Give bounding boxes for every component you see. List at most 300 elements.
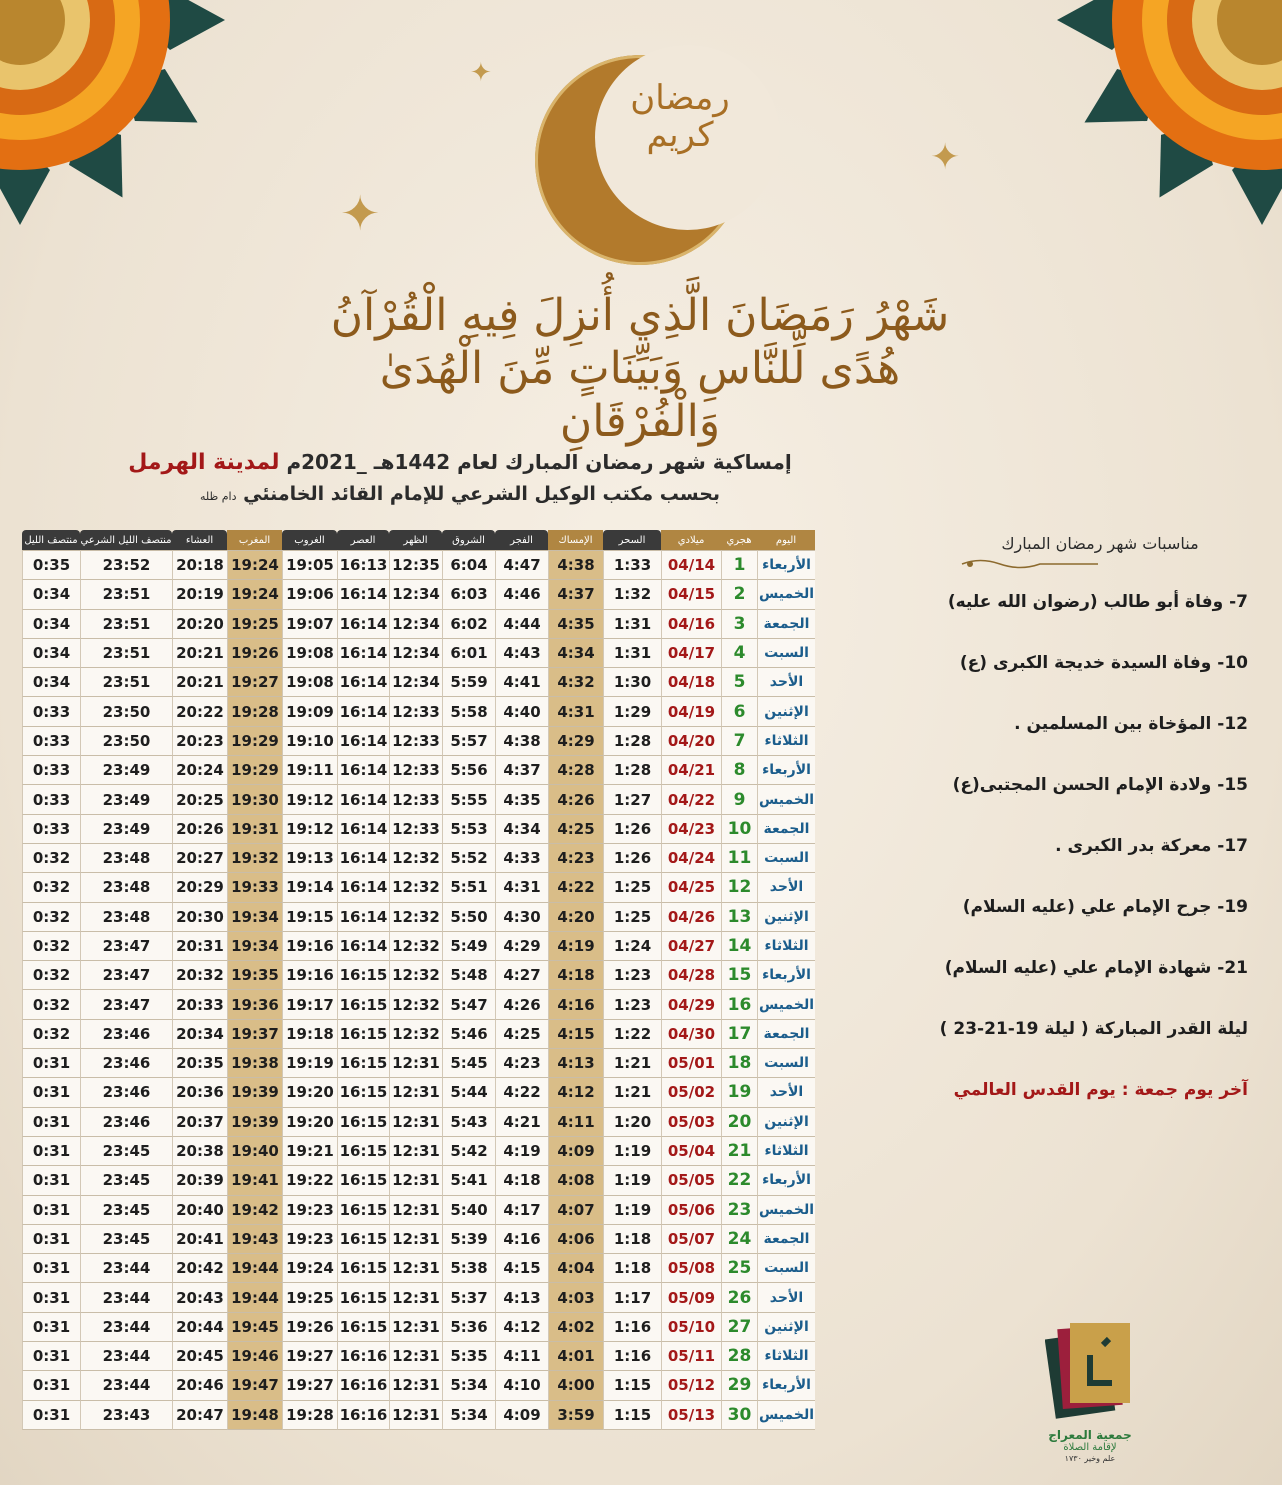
table-cell: الثلاثاء [757, 1342, 815, 1371]
table-cell: 19:26 [227, 639, 282, 668]
subtitle-suffix: دام ظله [199, 490, 237, 503]
event-item: ليلة القدر المباركة ( ليلة 19-21-23 ) [939, 1019, 1248, 1039]
table-header-cell: الشروق [442, 530, 495, 550]
table-cell: 0:32 [22, 844, 80, 873]
event-item: 21- شهادة الإمام علي (عليه السلام) [944, 958, 1248, 978]
table-cell: 16:14 [337, 844, 389, 873]
table-cell: 8 [721, 756, 757, 785]
table-cell: 20:25 [172, 785, 227, 814]
table-cell: 20:24 [172, 756, 227, 785]
table-cell: 16:16 [337, 1371, 389, 1400]
table-cell: 6:04 [442, 550, 495, 580]
table-cell: 5:40 [442, 1196, 495, 1225]
table-cell: 12:31 [389, 1166, 442, 1195]
table-cell: 19:26 [282, 1313, 337, 1342]
table-cell: 5:39 [442, 1225, 495, 1254]
table-row [22, 639, 815, 668]
table-cell: 1:25 [603, 873, 661, 902]
table-cell: 19:35 [227, 961, 282, 990]
table-cell: 23:49 [80, 815, 172, 844]
star-icon: ✦ [470, 58, 492, 88]
table-cell: 19:09 [282, 697, 337, 726]
table-cell: 19:16 [282, 932, 337, 961]
table-cell: 1:28 [603, 756, 661, 785]
table-cell: 16:14 [337, 815, 389, 844]
table-cell: 1:33 [603, 550, 661, 580]
table-cell: 23:44 [80, 1313, 172, 1342]
table-cell: 16:16 [337, 1342, 389, 1371]
table-cell: 12:31 [389, 1313, 442, 1342]
table-cell: 0:34 [22, 610, 80, 639]
table-cell: الأربعاء [757, 1166, 815, 1195]
table-cell: 5:35 [442, 1342, 495, 1371]
table-cell: 04/28 [661, 961, 721, 990]
table-cell: 1:31 [603, 639, 661, 668]
table-cell: 22 [721, 1166, 757, 1195]
table-cell: 23:49 [80, 785, 172, 814]
table-cell: 4:29 [548, 727, 603, 756]
table-cell: 19:24 [227, 580, 282, 609]
page-title [120, 450, 800, 475]
table-cell: 4:46 [495, 580, 548, 609]
table-cell: 19:34 [227, 932, 282, 961]
table-cell: 0:33 [22, 756, 80, 785]
table-cell: 20:33 [172, 990, 227, 1019]
table-cell: 1:26 [603, 844, 661, 873]
table-cell: 20:30 [172, 903, 227, 932]
table-header-cell: الإمساك [548, 530, 603, 550]
table-cell: 16:14 [337, 697, 389, 726]
table-cell: الأربعاء [757, 756, 815, 785]
table-cell: 19:37 [227, 1020, 282, 1049]
table-row [22, 815, 815, 844]
table-cell: 19:46 [227, 1342, 282, 1371]
table-cell: 05/09 [661, 1283, 721, 1312]
table-cell: 23 [721, 1196, 757, 1225]
table-cell: 19 [721, 1078, 757, 1107]
table-cell: السبت [757, 639, 815, 668]
star-icon: ✦ [340, 186, 381, 242]
table-cell: 30 [721, 1401, 757, 1430]
table-cell: 23:48 [80, 873, 172, 902]
table-cell: 16:14 [337, 727, 389, 756]
table-cell: 1 [721, 550, 757, 580]
table-cell: 12:32 [389, 844, 442, 873]
table-cell: 4:31 [495, 873, 548, 902]
table-cell: 5:49 [442, 932, 495, 961]
table-row [22, 550, 815, 580]
table-cell: 12:33 [389, 697, 442, 726]
table-header-cell: منتصف الليل [22, 530, 80, 550]
table-cell: 5:47 [442, 990, 495, 1019]
table-cell: 12 [721, 873, 757, 902]
table-cell: 20:22 [172, 697, 227, 726]
table-cell: 1:26 [603, 815, 661, 844]
table-row [22, 1342, 815, 1371]
table-cell: 4:19 [548, 932, 603, 961]
table-cell: 20:41 [172, 1225, 227, 1254]
table-cell: 23:46 [80, 1049, 172, 1078]
table-cell: 20:47 [172, 1401, 227, 1430]
table-cell: 16:15 [337, 1225, 389, 1254]
table-cell: 4:13 [548, 1049, 603, 1078]
table-cell: 19:38 [227, 1049, 282, 1078]
subtitle-text: بحسب مكتب الوكيل الشرعي للإمام القائد الخامنئي [243, 483, 721, 505]
table-cell: 4:02 [548, 1313, 603, 1342]
table-row [22, 1283, 815, 1312]
table-cell: 23:48 [80, 844, 172, 873]
table-cell: 23:46 [80, 1078, 172, 1107]
table-cell: 1:16 [603, 1313, 661, 1342]
table-cell: 12:32 [389, 873, 442, 902]
logo-text [1040, 1428, 1140, 1464]
table-cell: الخميس [757, 1401, 815, 1430]
table-cell: 23:44 [80, 1283, 172, 1312]
table-cell: 0:35 [22, 550, 80, 580]
table-cell: 25 [721, 1254, 757, 1283]
table-cell: 16:15 [337, 1166, 389, 1195]
table-cell: 19:28 [282, 1401, 337, 1430]
table-cell: 12:35 [389, 550, 442, 580]
table-cell: 4:40 [495, 697, 548, 726]
table-cell: 16:16 [337, 1401, 389, 1430]
table-cell: 13 [721, 903, 757, 932]
table-cell: الإثنين [757, 1313, 815, 1342]
table-header-cell: اليوم [757, 530, 815, 550]
event-item: 7- وفاة أبو طالب (رضوان الله عليه) [947, 592, 1248, 612]
table-cell: 0:34 [22, 668, 80, 697]
table-cell: 05/12 [661, 1371, 721, 1400]
table-row [22, 1166, 815, 1195]
table-cell: 28 [721, 1342, 757, 1371]
table-cell: 12:34 [389, 580, 442, 609]
table-header-row [22, 530, 815, 550]
table-cell: 12:31 [389, 1108, 442, 1137]
table-cell: 16:15 [337, 1049, 389, 1078]
table-cell: 4:20 [548, 903, 603, 932]
table-cell: 16:15 [337, 1313, 389, 1342]
table-cell: 4:11 [548, 1108, 603, 1137]
table-cell: 23:51 [80, 668, 172, 697]
table-cell: 14 [721, 932, 757, 961]
table-cell: 05/11 [661, 1342, 721, 1371]
table-cell: 9 [721, 785, 757, 814]
table-cell: 1:18 [603, 1254, 661, 1283]
table-cell: 20:45 [172, 1342, 227, 1371]
table-cell: 0:31 [22, 1108, 80, 1137]
table-cell: 23:49 [80, 756, 172, 785]
table-cell: 23:45 [80, 1196, 172, 1225]
table-cell: 1:30 [603, 668, 661, 697]
table-cell: 1:21 [603, 1049, 661, 1078]
event-item: 10- وفاة السيدة خديجة الكبرى (ع) [959, 653, 1248, 673]
table-cell: 1:19 [603, 1166, 661, 1195]
table-cell: 16:15 [337, 1137, 389, 1166]
table-cell: 4:25 [495, 1020, 548, 1049]
table-cell: 12:31 [389, 1225, 442, 1254]
table-cell: 4:29 [495, 932, 548, 961]
table-cell: 1:32 [603, 580, 661, 609]
table-row [22, 610, 815, 639]
table-cell: 10 [721, 815, 757, 844]
table-cell: 16:15 [337, 1283, 389, 1312]
table-cell: 0:31 [22, 1078, 80, 1107]
table-cell: 16:14 [337, 932, 389, 961]
table-cell: 4:12 [548, 1078, 603, 1107]
table-cell: 0:32 [22, 903, 80, 932]
table-cell: 19:30 [227, 785, 282, 814]
table-cell: 19:12 [282, 815, 337, 844]
table-cell: 19:14 [282, 873, 337, 902]
table-row [22, 990, 815, 1019]
table-cell: 19:07 [282, 610, 337, 639]
table-cell: 23:47 [80, 961, 172, 990]
table-cell: 19:32 [227, 844, 282, 873]
table-cell: 19:08 [282, 639, 337, 668]
table-cell: 4:41 [495, 668, 548, 697]
table-cell: الأربعاء [757, 1371, 815, 1400]
table-cell: 1:25 [603, 903, 661, 932]
table-cell: 23:43 [80, 1401, 172, 1430]
table-cell: 4:25 [548, 815, 603, 844]
table-cell: 5:48 [442, 961, 495, 990]
table-header-cell: العشاء [172, 530, 227, 550]
table-cell: 17 [721, 1020, 757, 1049]
table-row [22, 727, 815, 756]
table-cell: 5:42 [442, 1137, 495, 1166]
table-cell: الإثنين [757, 697, 815, 726]
table-cell: 23:50 [80, 727, 172, 756]
table-cell: 05/02 [661, 1078, 721, 1107]
table-cell: 4:18 [495, 1166, 548, 1195]
table-cell: الإثنين [757, 1108, 815, 1137]
table-cell: 12:31 [389, 1254, 442, 1283]
table-cell: 19:23 [282, 1225, 337, 1254]
table-cell: 4:17 [495, 1196, 548, 1225]
table-cell: 5:36 [442, 1313, 495, 1342]
table-cell: 20:27 [172, 844, 227, 873]
table-header-cell: العصر [337, 530, 389, 550]
table-cell: 19:24 [227, 550, 282, 580]
table-cell: 26 [721, 1283, 757, 1312]
table-cell: 4:15 [495, 1254, 548, 1283]
table-cell: 12:31 [389, 1371, 442, 1400]
table-cell: 16:14 [337, 785, 389, 814]
table-cell: 0:32 [22, 873, 80, 902]
table-cell: 4:38 [548, 550, 603, 580]
table-cell: 1:23 [603, 961, 661, 990]
table-cell: 1:23 [603, 990, 661, 1019]
table-cell: 4:22 [495, 1078, 548, 1107]
table-cell: 1:15 [603, 1371, 661, 1400]
table-cell: 5:34 [442, 1401, 495, 1430]
table-cell: الثلاثاء [757, 932, 815, 961]
table-row [22, 1371, 815, 1400]
event-item: 19- جرح الإمام علي (عليه السلام) [962, 897, 1248, 917]
table-cell: 19:33 [227, 873, 282, 902]
corner-ornament-right [1052, 0, 1282, 230]
table-cell: 4:26 [548, 785, 603, 814]
table-row [22, 961, 815, 990]
table-header-cell: ميلادي [661, 530, 721, 550]
table-cell: 04/15 [661, 580, 721, 609]
table-cell: 19:43 [227, 1225, 282, 1254]
star-icon: ✦ [930, 137, 961, 178]
table-cell: 16:15 [337, 1254, 389, 1283]
table-cell: 5:53 [442, 815, 495, 844]
table-cell: 27 [721, 1313, 757, 1342]
table-cell: 23:45 [80, 1225, 172, 1254]
table-cell: 19:25 [227, 610, 282, 639]
table-cell: 4:09 [495, 1401, 548, 1430]
table-cell: 19:42 [227, 1196, 282, 1225]
table-row [22, 932, 815, 961]
table-cell: 16:14 [337, 668, 389, 697]
table-cell: الخميس [757, 1196, 815, 1225]
table-cell: 1:28 [603, 727, 661, 756]
event-item: آخر يوم جمعة : يوم القدس العالمي [953, 1080, 1248, 1100]
table-cell: 4:18 [548, 961, 603, 990]
logo-name: جمعية المعراج [1048, 1428, 1132, 1442]
table-cell: 4:11 [495, 1342, 548, 1371]
table-cell: 1:27 [603, 785, 661, 814]
table-cell: 19:48 [227, 1401, 282, 1430]
table-cell: 23:44 [80, 1342, 172, 1371]
table-cell: 0:33 [22, 785, 80, 814]
table-row [22, 873, 815, 902]
table-cell: 4:09 [548, 1137, 603, 1166]
table-cell: 4:35 [495, 785, 548, 814]
table-cell: 1:31 [603, 610, 661, 639]
table-cell: 4:13 [495, 1283, 548, 1312]
table-cell: 29 [721, 1371, 757, 1400]
table-cell: 23:44 [80, 1254, 172, 1283]
logo-since: علم وخير ١٧٣٠ [1064, 1454, 1116, 1464]
table-cell: 23:47 [80, 932, 172, 961]
table-cell: 5:34 [442, 1371, 495, 1400]
table-cell: 4:34 [495, 815, 548, 844]
table-cell: 20:26 [172, 815, 227, 844]
table-cell: الجمعة [757, 1020, 815, 1049]
table-cell: 19:27 [282, 1371, 337, 1400]
table-cell: الجمعة [757, 815, 815, 844]
table-cell: 16:15 [337, 1078, 389, 1107]
table-cell: 5:50 [442, 903, 495, 932]
table-cell: السبت [757, 1254, 815, 1283]
table-cell: 21 [721, 1137, 757, 1166]
table-cell: 1:19 [603, 1196, 661, 1225]
page-subtitle [120, 483, 800, 505]
table-header-cell: الغروب [282, 530, 337, 550]
table-cell: 4:27 [495, 961, 548, 990]
table-cell: 20:18 [172, 550, 227, 580]
table-row [22, 1108, 815, 1137]
table-cell: 19:31 [227, 815, 282, 844]
table-cell: 04/25 [661, 873, 721, 902]
table-cell: 5:41 [442, 1166, 495, 1195]
table-cell: 6:01 [442, 639, 495, 668]
table-cell: 19:23 [282, 1196, 337, 1225]
table-cell: 4:19 [495, 1137, 548, 1166]
table-cell: 4:08 [548, 1166, 603, 1195]
table-cell: 20:40 [172, 1196, 227, 1225]
table-cell: 23:46 [80, 1108, 172, 1137]
table-cell: 19:11 [282, 756, 337, 785]
table-cell: 1:19 [603, 1137, 661, 1166]
table-cell: 5:45 [442, 1049, 495, 1078]
table-cell: 04/14 [661, 550, 721, 580]
table-cell: الخميس [757, 785, 815, 814]
table-cell: 4:04 [548, 1254, 603, 1283]
table-cell: 16:15 [337, 1196, 389, 1225]
table-cell: 1:21 [603, 1078, 661, 1107]
table-cell: 12:34 [389, 668, 442, 697]
table-cell: 16:15 [337, 1108, 389, 1137]
table-cell: 16:14 [337, 873, 389, 902]
table-cell: 23:51 [80, 639, 172, 668]
table-cell: 0:32 [22, 932, 80, 961]
table-cell: 12:31 [389, 1196, 442, 1225]
table-cell: 20:39 [172, 1166, 227, 1195]
table-cell: 6 [721, 697, 757, 726]
table-cell: 16:15 [337, 990, 389, 1019]
table-header-cell: الظهر [389, 530, 442, 550]
table-cell: 4:07 [548, 1196, 603, 1225]
table-cell: 0:31 [22, 1196, 80, 1225]
table-cell: الثلاثاء [757, 727, 815, 756]
table-cell: 12:32 [389, 932, 442, 961]
table-cell: 6:02 [442, 610, 495, 639]
table-cell: 20:19 [172, 580, 227, 609]
table-cell: 4:33 [495, 844, 548, 873]
table-cell: السبت [757, 844, 815, 873]
table-body [22, 550, 815, 1430]
table-cell: 1:24 [603, 932, 661, 961]
table-cell: 19:22 [282, 1166, 337, 1195]
table-row [22, 785, 815, 814]
table-cell: 3 [721, 610, 757, 639]
table-cell: 23:52 [80, 550, 172, 580]
table-cell: 20:21 [172, 668, 227, 697]
table-cell: 0:31 [22, 1283, 80, 1312]
table-cell: 20:32 [172, 961, 227, 990]
table-cell: 1:18 [603, 1225, 661, 1254]
table-row [22, 580, 815, 609]
table-cell: 4:03 [548, 1283, 603, 1312]
table-cell: 04/19 [661, 697, 721, 726]
table-cell: 5:58 [442, 697, 495, 726]
events-list [880, 592, 1248, 1141]
table-cell: 12:32 [389, 990, 442, 1019]
table-cell: 0:31 [22, 1313, 80, 1342]
table-cell: 12:31 [389, 1049, 442, 1078]
table-cell: 19:05 [282, 550, 337, 580]
table-cell: 12:31 [389, 1401, 442, 1430]
table-cell: 1:15 [603, 1401, 661, 1430]
table-cell: 19:21 [282, 1137, 337, 1166]
table-cell: 04/21 [661, 756, 721, 785]
table-cell: 19:39 [227, 1108, 282, 1137]
table-cell: 12:31 [389, 1078, 442, 1107]
table-cell: 19:17 [282, 990, 337, 1019]
title-city: لمدينة الهرمل [128, 450, 280, 475]
table-cell: 1:22 [603, 1020, 661, 1049]
table-cell: 0:33 [22, 815, 80, 844]
table-cell: 19:47 [227, 1371, 282, 1400]
table-cell: 16:15 [337, 1020, 389, 1049]
table-cell: 20:21 [172, 639, 227, 668]
table-cell: 23:46 [80, 1020, 172, 1049]
